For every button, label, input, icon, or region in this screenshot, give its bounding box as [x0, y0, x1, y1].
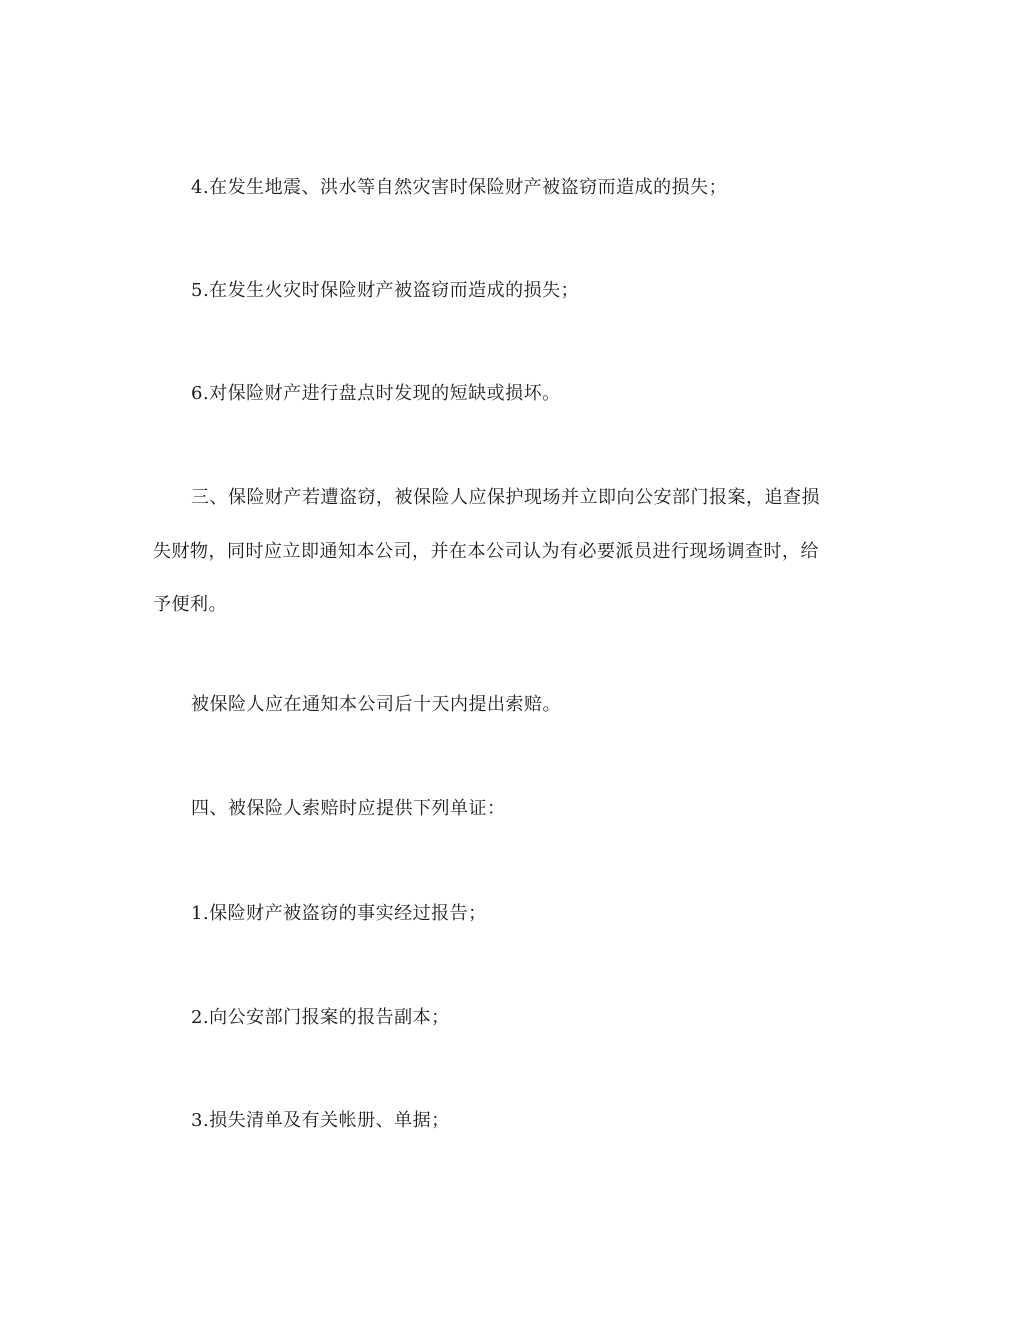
document-item-2: 2.向公安部门报案的报告副本；	[191, 1007, 450, 1028]
list-item-4: 4.在发生地震、洪水等自然灾害时保险财产被盗窃而造成的损失；	[191, 177, 728, 198]
section-3-line-2: 失财物，同时应立即通知本公司，并在本公司认为有必要派员进行现场调查时，给	[153, 541, 819, 562]
section-4-heading: 四、被保险人索赔时应提供下列单证：	[191, 798, 506, 819]
section-3-line-3: 予便利。	[153, 594, 227, 615]
list-item-6: 6.对保险财产进行盘点时发现的短缺或损坏。	[191, 383, 561, 404]
list-item-5: 5.在发生火灾时保险财产被盗窃而造成的损失；	[191, 280, 580, 301]
claim-deadline-paragraph: 被保险人应在通知本公司后十天内提出索赔。	[191, 694, 561, 715]
document-item-1: 1.保险财产被盗窃的事实经过报告；	[191, 903, 487, 924]
document-item-3: 3.损失清单及有关帐册、单据；	[191, 1110, 450, 1131]
section-3-line-1: 三、保险财产若遭盗窃，被保险人应保护现场并立即向公安部门报案，追查损	[191, 487, 820, 508]
